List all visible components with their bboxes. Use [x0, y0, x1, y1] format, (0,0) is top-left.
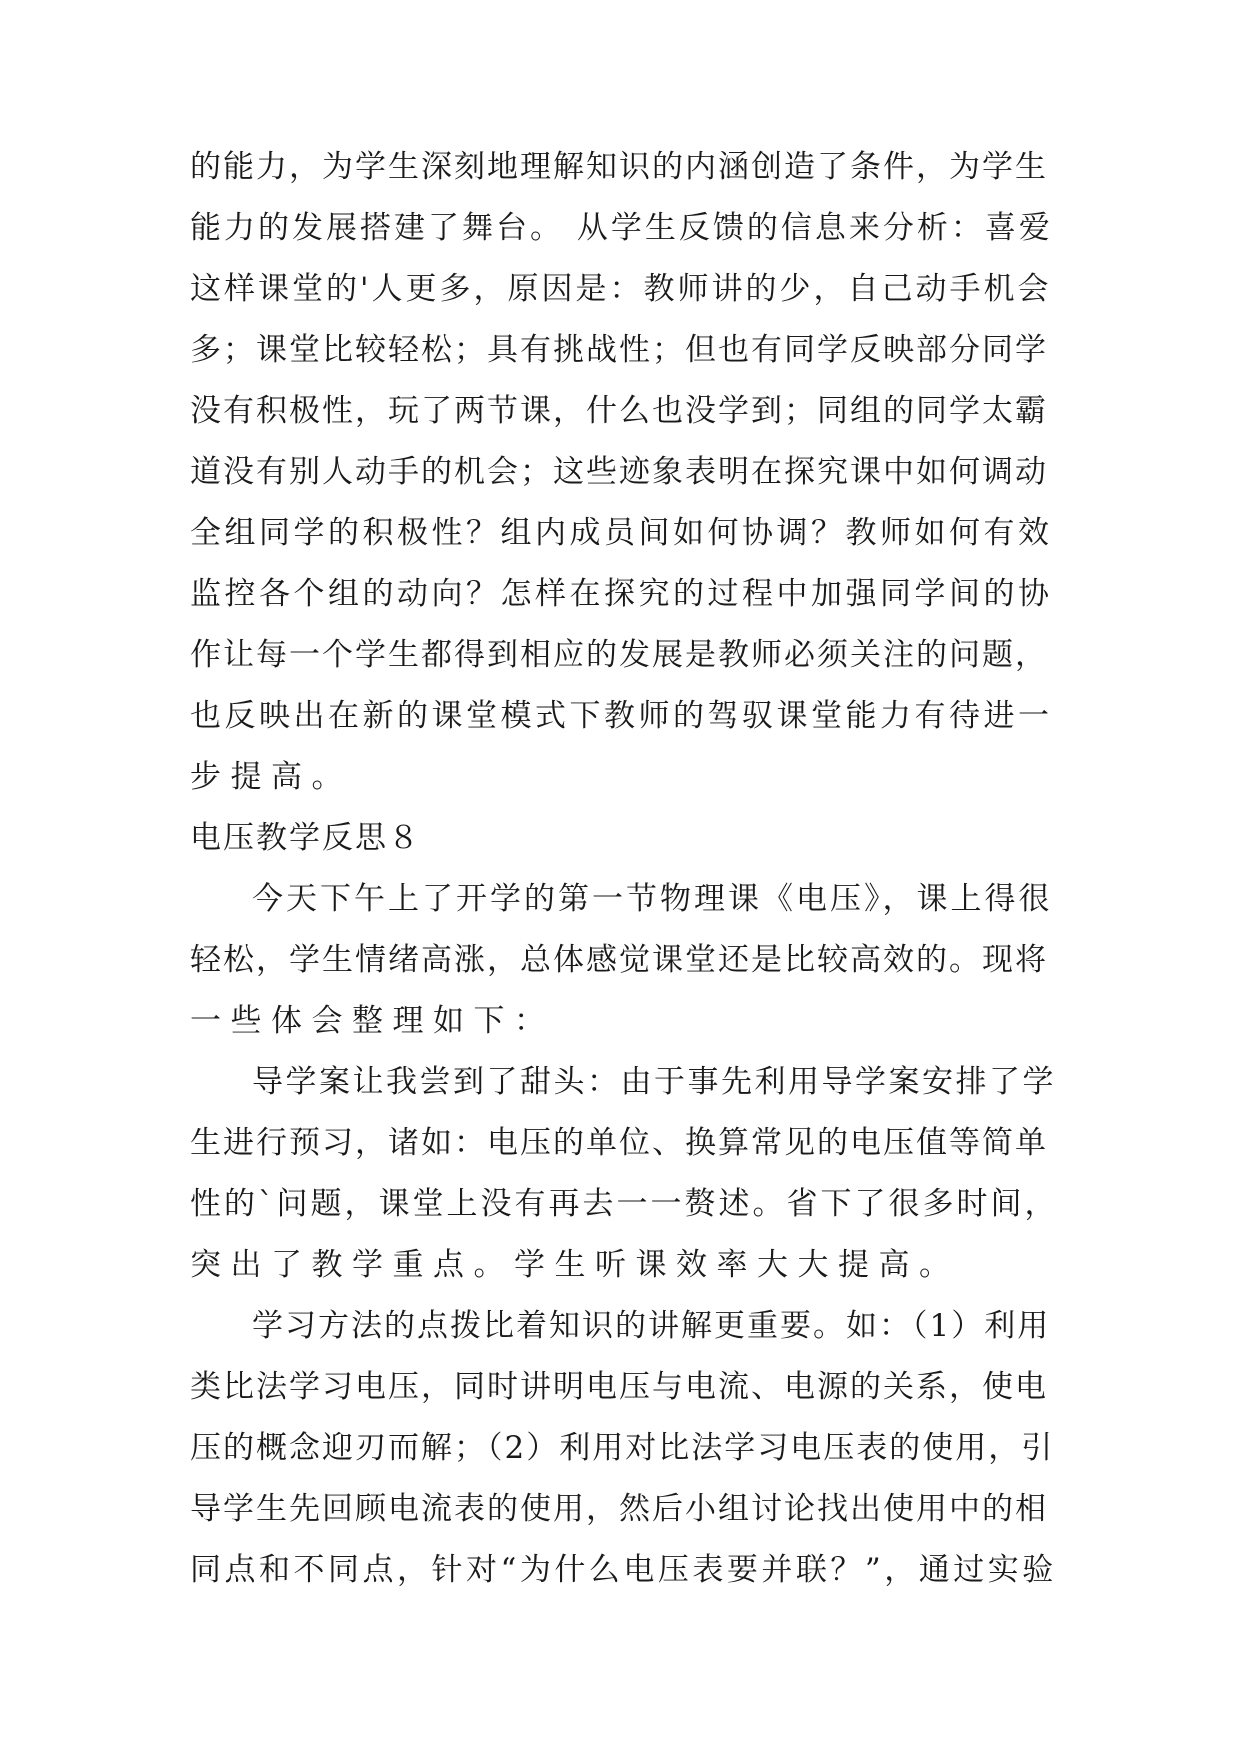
body-line: 性的`问题，课堂上没有再去一一赘述。省下了很多时间，	[190, 1186, 1059, 1222]
body-line: 能力的发展搭建了舞台。 从学生反馈的信息来分析：喜爱	[190, 210, 1053, 246]
body-line: 步提高。	[190, 759, 352, 795]
body-line: 类比法学习电压，同时讲明电压与电流、电源的关系，使电	[190, 1369, 1048, 1405]
body-line: 一些体会整理如下：	[190, 1003, 555, 1039]
body-line: 全组同学的积极性？组内成员间如何协调？教师如何有效	[190, 515, 1053, 551]
body-line: 导学生先回顾电流表的使用，然后小组讨论找出使用中的相	[190, 1491, 1048, 1527]
body-line: 监控各个组的动向？怎样在探究的过程中加强同学间的协	[190, 576, 1053, 612]
body-line: 的能力，为学生深刻地理解知识的内涵创造了条件，为学生	[190, 149, 1048, 185]
body-line: 多；课堂比较轻松；具有挑战性；但也有同学反映部分同学	[190, 332, 1048, 368]
body-line: 导学案让我尝到了甜头：由于事先利用导学案安排了学	[252, 1064, 1056, 1100]
body-line: 没有积极性，玩了两节课，什么也没学到；同组的同学太霸	[190, 393, 1048, 429]
body-line: 也反映出在新的课堂模式下教师的驾驭课堂能力有待进一	[190, 698, 1053, 734]
section-heading: 电压教学反思８	[190, 820, 421, 856]
body-line: 同点和不同点，针对“为什么电压表要并联？”，通过实验	[190, 1552, 1057, 1588]
body-line: 道没有别人动手的机会；这些迹象表明在探究课中如何调动	[190, 454, 1048, 490]
body-line: 生进行预习，诸如：电压的单位、换算常见的电压值等简单	[190, 1125, 1048, 1161]
body-line: 这样课堂的'人更多，原因是：教师讲的少，自己动手机会	[190, 271, 1052, 307]
body-line: 今天下午上了开学的第一节物理课《电压》，课上得很	[252, 881, 1053, 917]
body-line: 突出了教学重点。学生听课效率大大提高。	[190, 1247, 960, 1283]
body-line: 轻松，学生情绪高涨，总体感觉课堂还是比较高效的。现将	[190, 942, 1048, 978]
body-line: 学习方法的点拨比着知识的讲解更重要。如：（1）利用	[252, 1308, 1051, 1344]
body-line: 压的概念迎刃而解；（2）利用对比法学习电压表的使用，引	[190, 1430, 1055, 1466]
body-line: 作让每一个学生都得到相应的发展是教师必须关注的问题，	[190, 637, 1048, 673]
